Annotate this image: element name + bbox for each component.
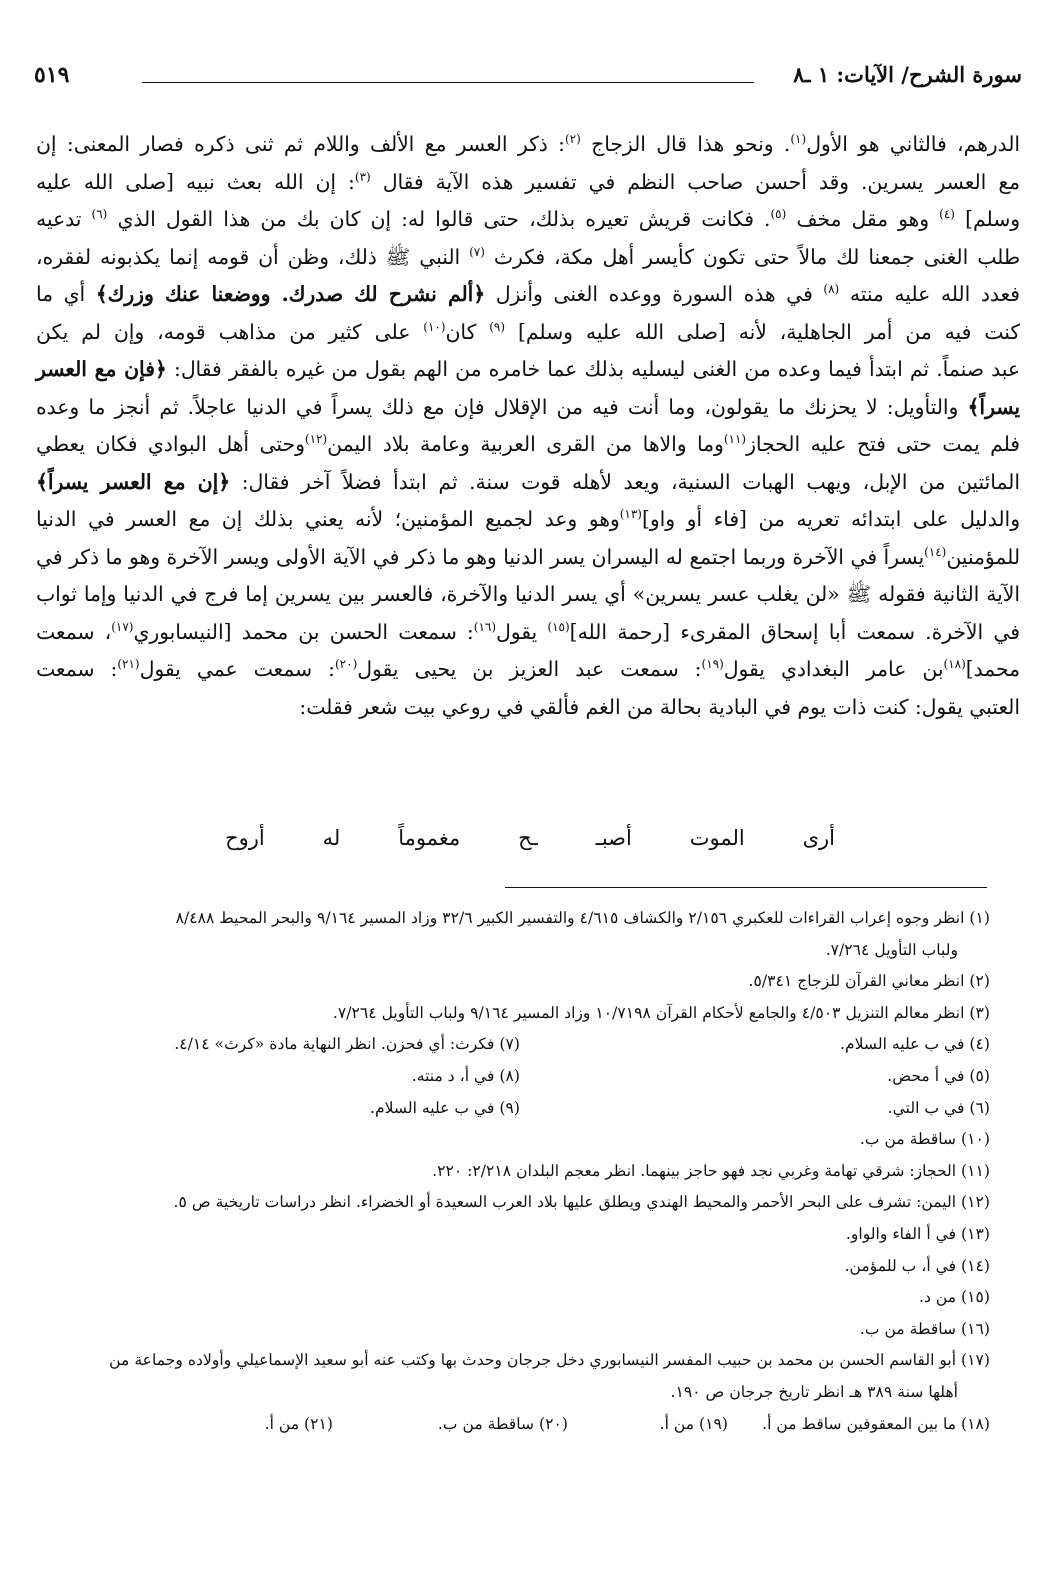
body-line: طلب الغنى جمعنا لك مالاً حتى تكون كأيسر أهل مكة، فكرث $^{(٧)}$ النبي ﷺ ذلك، وظن أن قومه إنما يكذبونه لفقره،	[36, 244, 1020, 269]
footnote-17: (١٧) أبو القاسم الحسن بن محمد بن حبيب المفسر النيسابوري دخل جرجان وحدث بها وكتب عنه أبو سعيد الإسماعيلي وأولاده وجماعة من	[109, 1351, 990, 1370]
footnote-row	[34, 1061, 990, 1093]
footnote-row	[34, 1029, 990, 1061]
body-line: فعدد الله عليه منته $^{(٨)}$ في هذه السورة ووعده الغنى وأنزل ﴿ألم نشرح لك صدرك. ووضعنا عنك وزرك﴾ أي ما	[36, 282, 1020, 306]
footnote-2: (٢) انظر معاني القرآن للزجاج ٥/٣٤١.	[748, 972, 990, 991]
footnote-5: (٥) في أ محض.	[887, 1066, 990, 1085]
body-line: المائتين من الإبل، ويهب الهبات السنية، ويعد لأهله قوت سنة. ثم ابتدأ فضلاً آخر فقال: ﴿إن مع العسر يسراً﴾	[36, 469, 1020, 494]
main-text	[36, 126, 1020, 726]
footnote-14: (١٤) في أ، ب للمؤمن.	[844, 1256, 990, 1275]
verse-word: أرى	[802, 826, 835, 850]
body-line: كنت فيه من أمر الجاهلية، لأنه [صلى الله عليه وسلم] $^{(٩)}$ كان$^{(١٠)}$ على كثير من مذاهب قومه، وإن لم يكن	[36, 319, 1020, 344]
footnote-7: (٧) فكرث: أي فحزن. انظر النهاية مادة «كرث» ٤/١٤.	[174, 1035, 520, 1054]
footnote-13: (١٣) في أ الفاء والواو.	[845, 1224, 990, 1243]
footnote-21: (٢١) من أ.	[264, 1414, 333, 1433]
verse-word: أروح	[225, 826, 265, 850]
running-title: سورة الشرح/ الآيات: ١ ـ٨	[793, 62, 1022, 87]
footnote-row	[34, 1409, 990, 1441]
footnote-17-continued: أهلها سنة ٣٨٩ هـ انظر تاريخ جرجان ص ١٩٠.	[670, 1382, 958, 1401]
body-line: عبد صنماً. ثم ابتدأ فيما وعده من الغنى ليسليه بذلك عما خامره من الهم بقول من غيره بالفقر فقال: ﴿فإن مع العسر	[36, 357, 1020, 381]
footnote-15: (١٥) من د.	[919, 1288, 990, 1307]
footnote-9: (٩) في ب عليه السلام.	[370, 1098, 520, 1117]
body-line: يسراً﴾ والتأويل: لا يحزنك ما يقولون، وما أنت فيه من الإقلال فإن مع ذلك يسراً في الدنيا عاجلاً. ثم أنجز ما وعده	[36, 394, 1020, 419]
footnote-1: (١) انظر وجوه إعراب القراءات للعكبري ٢/١٥٦ والكشاف ٤/٦١٥ والتفسير الكبير ٣٢/٦ وزاد المسير ٩/١٦٤ والبحر المحيط ٨/٤٨٨	[175, 909, 990, 927]
verse-word: له	[322, 826, 341, 850]
footnotes	[34, 903, 990, 1440]
body-line: العتبي يقول: كنت ذات يوم في البادية بحالة من الغم فألقي في روعي بيت شعر فقلت:	[299, 694, 1020, 719]
footnote-19: (١٩) من أ.	[659, 1414, 728, 1433]
footnote-11: (١١) الحجاز: شرقي تهامة وغربي نجد فهو حاجز بينهما. انظر معجم البلدان ٢/٢١٨: ٢٢٠.	[432, 1161, 990, 1180]
body-line: والدليل على ابتدائه تعريه من [فاء أو واو]$^{(١٣)}$وهو وعد لجميع المؤمنين؛ لأنه يعني بذلك إن مع العسر في الدنيا	[36, 507, 1020, 531]
footnote-3: (٣) انظر معالم التنزيل ٤/٥٠٣ والجامع لأحكام القرآن ١٠/٧١٩٨ وزاد المسير ٩/١٦٤ ولباب التأويل ٧/٢٦٤.	[332, 1003, 990, 1022]
poem-verse	[225, 826, 835, 850]
page-header	[34, 62, 1022, 100]
verse-word: مغموماً	[398, 826, 461, 850]
footnote-4: (٤) في ب عليه السلام.	[840, 1035, 990, 1054]
footnote-separator	[505, 887, 987, 888]
verse-word: الموت	[689, 826, 745, 850]
body-line: محمد]$^{(١٨)}$بن عامر البغدادي يقول$^{(١٩)}$: سمعت عبد العزيز بن يحيى يقول$^{(٢٠)}$: سمعت عمي يقول$^{(٢١)}$: سمعت	[36, 657, 1020, 681]
footnote-1-continued: ولباب التأويل ٧/٢٦٤.	[825, 940, 958, 959]
footnote-16: (١٦) ساقطة من ب.	[859, 1319, 990, 1338]
footnote-18: (١٨) ما بين المعقوفين ساقط من أ.	[762, 1414, 990, 1433]
footnote-8: (٨) في أ، د منته.	[411, 1066, 520, 1085]
body-line: الآية الثانية فقوله ﷺ «لن يغلب عسر يسرين» أي يسر الدنيا والآخرة، فالعسر بين يسرين إما فرج في الدنيا وإما ثواب	[36, 582, 1020, 606]
footnote-row	[34, 1093, 990, 1125]
body-line: للمؤمنين$^{(١٤)}$يسراً في الآخرة وربما اجتمع له اليسران يسر الدنيا وهو ما ذكر في الآية الأولى ويسر الآخرة وهو ما ذكر في	[36, 544, 1020, 569]
footnote-20: (٢٠) ساقطة من ب.	[437, 1414, 568, 1433]
footnote-6: (٦) في ب التي.	[887, 1098, 990, 1117]
body-line: وسلم] $^{(٤)}$ وهو مقل مخف $^{(٥)}$. فكانت قريش تعيره بذلك، حتى قالوا له: إن كان بك من هذا القول الذي $^{(٦)}$ تدعيه	[36, 207, 1021, 231]
footnote-12: (١٢) اليمن: تشرف على البحر الأحمر والمحيط الهندي ويطلق عليها بلاد العرب السعيدة أو الخضراء. انظر دراسات تاريخية ص ٥.	[173, 1193, 990, 1212]
verse-word: ـح	[518, 826, 538, 850]
footnote-10: (١٠) ساقطة من ب.	[859, 1130, 990, 1149]
page-number: ٥١٩	[34, 62, 70, 88]
verse-word: أصبـ	[595, 826, 632, 850]
header-rule	[142, 82, 754, 83]
body-line: فلم يمت حتى فتح عليه الحجاز$^{(١١)}$وما والاها من القرى العربية وعامة بلاد اليمن$^{(١٢)}$وحتى أهل البوادي فكان يعطي	[36, 432, 1020, 456]
body-line: في الآخرة. سمعت أبا إسحاق المقرىء [رحمة الله]$^{(١٥)}$ يقول$^{(١٦)}$: سمعت الحسن بن محمد [النيسابوري$^{(١٧)}$، سمعت	[36, 619, 1020, 644]
body-line: الدرهم، فالثاني هو الأول$^{(١)}$. ونحو هذا قال الزجاج $^{(٢)}$: ذكر العسر مع الألف واللام ثم ثنى ذكره فصار المعنى: إن	[36, 132, 1021, 156]
body-line: مع العسر يسرين. وقد أحسن صاحب النظم في تفسير هذه الآية فقال $^{(٣)}$: إن الله بعث نبيه [صلى الله عليه	[36, 169, 1020, 194]
